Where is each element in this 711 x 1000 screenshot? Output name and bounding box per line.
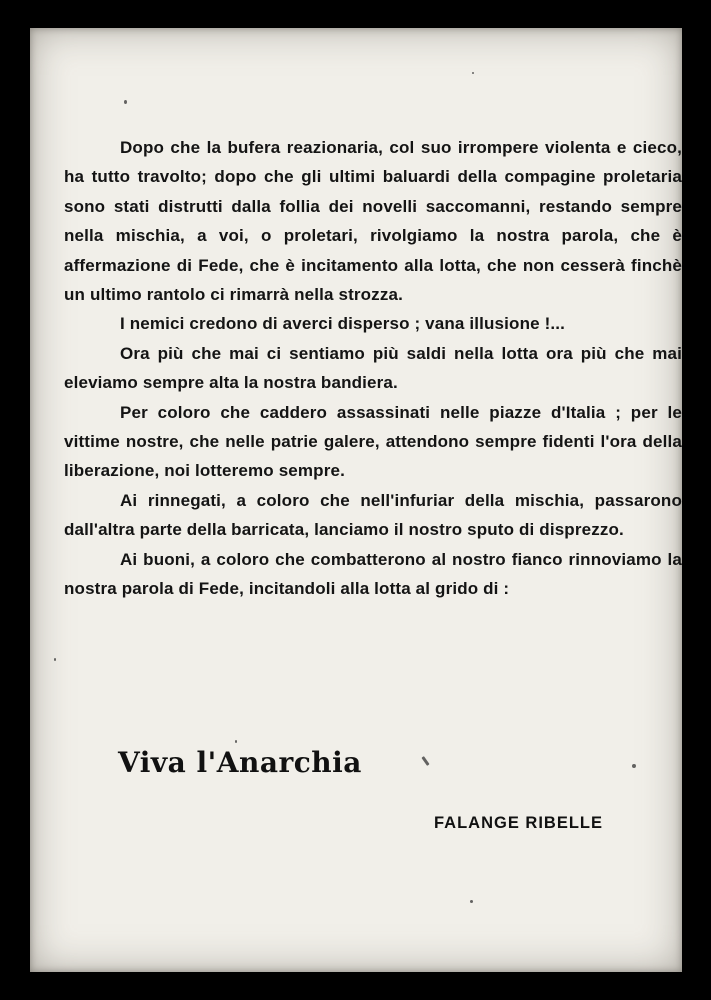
manifesto-text <box>64 133 682 604</box>
print-speck <box>235 740 237 743</box>
print-speck <box>632 764 636 768</box>
signature: FALANGE RIBELLE <box>434 814 604 832</box>
print-speck <box>421 756 429 766</box>
paragraph: Ai buoni, a coloro che combatterono al nostro fianco rinnoviamo la nostra parola di Fede, incitandoli alla lotta al grido di : <box>64 549 682 599</box>
print-speck <box>124 100 127 104</box>
paragraph: Per coloro che caddero assassinati nelle piazze d'Italia ; per le vittime nostre, che nelle patrie galere, attendono sempre fidenti l'ora della liberazione, noi lotteremo sempre. <box>64 402 682 481</box>
paragraph: Ai rinnegati, a coloro che nell'infuriar della mischia, passarono dall'altra parte della barricata, lanciamo il nostro sputo di disprezzo. <box>64 490 682 540</box>
paragraph: I nemici credono di averci disperso ; vana illusione !... <box>120 314 566 334</box>
print-speck <box>472 72 474 74</box>
paragraph: Ora più che mai ci sentiamo più saldi nella lotta ora più che mai eleviamo sempre alta la nostra bandiera. <box>64 343 682 393</box>
slogan-heading: Viva l'Anarchia <box>118 746 362 779</box>
print-speck <box>470 900 473 903</box>
print-speck <box>54 658 56 661</box>
paragraph: Dopo che la bufera reazionaria, col suo irrompere violenta e cieco, ha tutto travolto; dopo che gli ultimi baluardi della compagine proletaria sono stati distrutti dalla follia dei novelli saccomanni, restando sempre nella mischia, a voi, o proletari, rivolgiamo la nostra parola, che è affermazione di Fede, che è incitamento alla lotta, che non cesserà finchè un ultimo rantolo ci rimarrà nella strozza. <box>64 138 682 305</box>
leaflet-page <box>30 28 682 972</box>
